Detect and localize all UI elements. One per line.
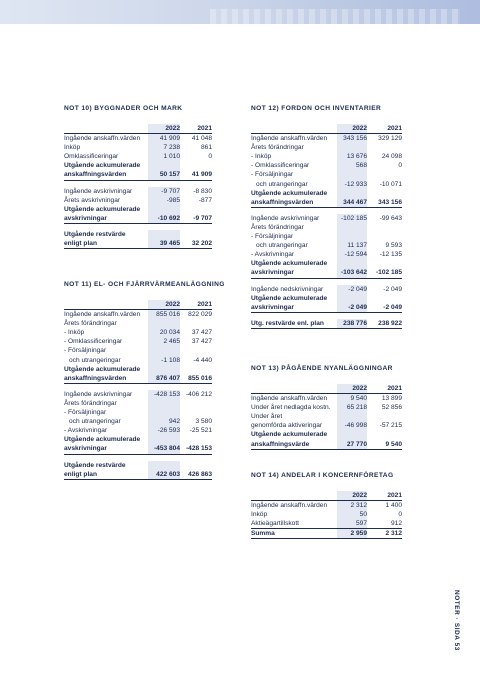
year-header: 2022 [148, 124, 180, 134]
row-label: Årets förändringar [64, 399, 117, 407]
note-13-ongoing-installations [251, 365, 402, 450]
note-table [64, 124, 212, 249]
note-table [251, 124, 402, 329]
empty-cell [64, 300, 148, 310]
note-table [251, 384, 402, 450]
note-11-el-and-heating-plant [64, 281, 225, 480]
row-label: Ingående avskrivningar [64, 390, 133, 398]
row-label: Ingående nedskrivningar [251, 285, 324, 293]
table-row [64, 310, 212, 320]
value-2021: -10 071 [379, 180, 402, 188]
row-label: enligt plan [64, 239, 148, 249]
value-2021: -2 049 [383, 285, 402, 293]
row-label: Utgående ackumulerade [64, 205, 141, 213]
table-row [251, 285, 402, 294]
row-label: Årets avskrivningar [64, 196, 121, 204]
value-2021: 1 400 [385, 502, 402, 510]
table-row [64, 426, 212, 435]
value-2022 [337, 223, 367, 232]
value-2021 [367, 143, 402, 152]
value-2022: -103 642 [337, 268, 367, 278]
row-label: och utrangeringar [69, 356, 121, 364]
row-label: Inköp [251, 511, 268, 519]
row-label: Utgående ackumulerade [251, 260, 328, 268]
table-row [64, 461, 212, 470]
value-2022: 344 467 [337, 198, 367, 208]
row-label: - Avskrivningar [251, 251, 295, 259]
value-2021 [367, 294, 402, 303]
row-label: - Avskrivningar [64, 427, 108, 435]
value-2021: 41 909 [180, 170, 212, 180]
row-label: Utgående restvärde [64, 461, 126, 469]
value-2021: -99 643 [379, 214, 402, 222]
table-row [251, 421, 402, 430]
value-2021 [367, 189, 402, 198]
table-row [64, 319, 212, 328]
table-row [251, 223, 402, 232]
value-2021: 861 [200, 144, 212, 152]
value-2021: 37 427 [191, 338, 212, 346]
table-row [251, 303, 402, 313]
row-label: genomförda aktiveringar [251, 422, 323, 430]
note-table [64, 300, 212, 480]
value-2021: 9 593 [385, 242, 402, 250]
value-2021: 0 [208, 153, 212, 161]
row-label: Utgående ackumulerade [251, 431, 328, 439]
value-2021 [180, 205, 212, 214]
value-2022: 1 010 [148, 152, 180, 161]
value-2021: -25 521 [189, 427, 212, 435]
value-2021: 13 899 [381, 395, 402, 403]
row-label: Inköp [64, 144, 81, 152]
row-label: Utgående ackumulerade [251, 189, 328, 197]
row-label: Ingående anskaffn.värden [251, 135, 328, 143]
value-2022 [148, 365, 180, 374]
row-label: - Försäljningar [64, 409, 107, 417]
value-2022: -10 692 [148, 214, 180, 224]
note-14-shares-in-group-companies [251, 472, 402, 539]
value-2022: 2 465 [148, 337, 180, 346]
row-label: - Försäljningar [64, 347, 107, 355]
row-label: Utgående ackumulerade [64, 365, 141, 373]
value-2022: 876 407 [148, 374, 180, 384]
year-header-row [64, 124, 212, 134]
empty-cell [251, 124, 337, 134]
row-label: och utrangeringar [256, 242, 308, 250]
table-row [64, 337, 212, 346]
row-label: enligt plan [64, 470, 148, 480]
row-label: - Försäljningar [251, 171, 294, 179]
value-2022: 11 137 [337, 241, 367, 250]
value-2021: -877 [198, 196, 212, 204]
note-10-buildings-and-land [64, 105, 212, 249]
value-2021: 912 [390, 520, 402, 528]
table-row [251, 198, 402, 208]
row-label: Utgående ackumulerade [64, 162, 141, 170]
table-row [251, 394, 402, 404]
value-2021: 343 156 [367, 198, 402, 208]
row-label: - Omklassificeringar [64, 338, 123, 346]
value-2022 [148, 399, 180, 408]
row-label: Omklassificeringar [64, 153, 119, 161]
table-row [251, 319, 402, 329]
value-2021 [180, 399, 212, 408]
note-title: NOT 12) FORDON OCH INVENTARIER [251, 105, 382, 112]
table-row [251, 510, 402, 519]
value-2022: -985 [148, 196, 180, 205]
table-row [251, 529, 402, 539]
value-2021: 238 922 [367, 319, 402, 329]
year-header: 2021 [367, 124, 402, 134]
table-row [251, 180, 402, 189]
value-2022: 27 770 [337, 440, 367, 450]
year-header: 2022 [337, 384, 367, 394]
value-2022: -453 804 [148, 444, 180, 454]
row-label: och utrangeringar [69, 418, 121, 426]
row-label: avskrivningar [251, 268, 337, 278]
value-2022: -12 933 [337, 180, 367, 189]
year-header-row [251, 491, 402, 501]
table-row [251, 519, 402, 529]
value-2021: 52 856 [381, 404, 402, 412]
value-2021: 3 580 [195, 418, 212, 426]
year-header: 2022 [337, 124, 367, 134]
table-row [64, 390, 212, 399]
row-label: Årets förändringar [251, 144, 304, 152]
table-row [64, 205, 212, 214]
year-header: 2022 [337, 491, 367, 501]
row-label: Årets förändringar [64, 320, 117, 328]
table-row [64, 356, 212, 365]
value-2021 [367, 232, 402, 241]
table-row [251, 259, 402, 268]
note-table [251, 491, 402, 539]
table-row [64, 161, 212, 170]
value-2021: 329 129 [378, 135, 402, 143]
value-2021: -57 215 [379, 422, 402, 430]
table-row [64, 170, 212, 180]
note-title: NOT 14) ANDELAR I KONCERNFÖRETAG [251, 472, 394, 479]
empty-cell [251, 384, 337, 394]
table-row [64, 214, 212, 224]
row-label: Årets förändringar [251, 223, 304, 231]
value-2021: 32 202 [180, 239, 212, 249]
table-row [64, 134, 212, 144]
value-2022 [337, 294, 367, 303]
value-2022 [337, 143, 367, 152]
value-2022: 7 238 [148, 143, 180, 152]
table-row [251, 403, 402, 412]
year-header-row [251, 384, 402, 394]
value-2022: -12 594 [337, 250, 367, 259]
row-label: - Omklassificeringar [251, 162, 310, 170]
empty-cell [251, 491, 337, 501]
row-label: Utg. restvärde enl. plan [251, 319, 337, 329]
value-2022: 568 [337, 161, 367, 170]
value-2022: -428 153 [148, 390, 180, 399]
value-2022: 9 540 [337, 394, 367, 404]
row-label: anskaffningsvärden [64, 170, 148, 180]
value-2022: 50 [337, 510, 367, 519]
table-row [251, 161, 402, 170]
year-header: 2021 [367, 491, 402, 501]
table-row [64, 399, 212, 408]
value-2021 [180, 346, 212, 355]
value-2021 [367, 223, 402, 232]
value-2021 [180, 435, 212, 444]
value-2022 [337, 412, 367, 421]
value-2022 [148, 161, 180, 170]
value-2022 [148, 461, 180, 470]
table-row [64, 470, 212, 480]
value-2021: 41 048 [191, 135, 212, 143]
table-row [64, 444, 212, 454]
table-row [64, 408, 212, 417]
value-2021: -12 135 [379, 251, 402, 259]
page-side-label: NOTER · SIDA 53 [453, 590, 460, 651]
value-2022: 20 034 [148, 328, 180, 337]
row-label: avskrivningar [64, 444, 148, 454]
value-2021: -102 185 [367, 268, 402, 278]
value-2021: 9 540 [367, 440, 402, 450]
row-label: Ingående anskaffn.värden [251, 502, 328, 510]
empty-cell [64, 124, 148, 134]
value-2021 [180, 408, 212, 417]
value-2022 [148, 346, 180, 355]
value-2022: -46 998 [337, 421, 367, 430]
table-row [251, 430, 402, 439]
value-2022: 942 [148, 417, 180, 426]
value-2021: 24 098 [381, 153, 402, 161]
value-2022: -9 707 [148, 187, 180, 196]
table-row [251, 232, 402, 241]
value-2021 [367, 430, 402, 439]
row-label: Utgående restvärde [64, 230, 126, 238]
value-2022 [148, 205, 180, 214]
row-label: Under året [251, 413, 283, 421]
value-2022: 422 603 [148, 470, 180, 480]
value-2022: 13 676 [337, 152, 367, 161]
value-2022: -1 108 [148, 356, 180, 365]
row-label: Aktieägartillskott [251, 520, 300, 528]
table-row [251, 412, 402, 421]
value-2022 [337, 259, 367, 268]
cityscape-image [210, 9, 460, 24]
row-label: avskrivningar [64, 214, 148, 224]
header-banner [0, 0, 480, 24]
value-2022: 238 776 [337, 319, 367, 329]
table-row [64, 230, 212, 239]
year-header: 2022 [148, 300, 180, 310]
row-label: Summa [251, 529, 337, 539]
row-label: Ingående anskaffn.värden [251, 395, 328, 403]
row-label: Ingående anskaffn.värden [64, 135, 141, 143]
table-row [251, 268, 402, 278]
value-2022 [148, 319, 180, 328]
row-label: Ingående anskaffn.värden [64, 311, 141, 319]
table-row [251, 294, 402, 303]
year-header: 2021 [367, 384, 402, 394]
value-2022: 50 157 [148, 170, 180, 180]
row-label: Utgående ackumulerade [251, 294, 328, 302]
value-2021: 822 029 [188, 311, 212, 319]
row-label: - Inköp [64, 329, 85, 337]
value-2021 [180, 319, 212, 328]
value-2022 [337, 430, 367, 439]
table-row [64, 143, 212, 152]
value-2021 [180, 365, 212, 374]
note-title: NOT 13) PÅGÅENDE NYANLÄGGNINGAR [251, 365, 393, 372]
table-row [64, 196, 212, 205]
row-label: Ingående avskrivningar [64, 187, 133, 195]
year-header-row [64, 300, 212, 310]
table-row [251, 214, 402, 223]
value-2021: 0 [398, 162, 402, 170]
value-2022 [148, 408, 180, 417]
row-label: Utgående ackumulerade [64, 436, 141, 444]
value-2022: -2 049 [337, 285, 367, 294]
table-row [64, 365, 212, 374]
table-row [251, 241, 402, 250]
value-2022 [337, 189, 367, 198]
table-row [64, 239, 212, 249]
table-row [64, 328, 212, 337]
table-row [251, 152, 402, 161]
row-label: avskrivningar [251, 303, 337, 313]
value-2021 [180, 161, 212, 170]
value-2021: -406 212 [185, 390, 212, 398]
row-label: Under året nedlagda kostn. [251, 404, 331, 412]
row-label: anskaffningsvärden [251, 198, 337, 208]
row-label: och utrangeringar [256, 180, 308, 188]
table-row [64, 187, 212, 196]
table-row [251, 170, 402, 179]
row-label: anskaffningsvärde [251, 440, 337, 450]
value-2022 [337, 170, 367, 179]
year-header-row [251, 124, 402, 134]
value-2022: 855 016 [148, 310, 180, 320]
table-row [64, 374, 212, 384]
value-2022: 39 465 [148, 239, 180, 249]
note-12-vehicles-and-equipment [251, 105, 402, 329]
value-2022: 597 [337, 519, 367, 529]
row-label: - Försäljningar [251, 233, 294, 241]
year-header: 2021 [180, 300, 212, 310]
table-row [251, 143, 402, 152]
table-row [64, 417, 212, 426]
value-2021 [180, 230, 212, 239]
row-label: Ingående avskrivningar [251, 214, 320, 222]
table-row [251, 440, 402, 450]
value-2022 [337, 232, 367, 241]
value-2021: -9 707 [180, 214, 212, 224]
value-2021 [367, 170, 402, 179]
table-row [251, 501, 402, 511]
value-2021: -8 830 [193, 187, 212, 195]
table-row [64, 152, 212, 161]
value-2022: 2 959 [337, 529, 367, 539]
value-2022 [148, 435, 180, 444]
value-2022 [148, 230, 180, 239]
value-2021: 426 863 [180, 470, 212, 480]
value-2021 [367, 259, 402, 268]
row-label: anskaffningsvärden [64, 374, 148, 384]
value-2022: 2 312 [337, 501, 367, 511]
value-2021 [180, 461, 212, 470]
year-header: 2021 [180, 124, 212, 134]
value-2021: -2 049 [367, 303, 402, 313]
table-row [64, 435, 212, 444]
value-2021 [367, 412, 402, 421]
value-2022: 343 156 [337, 134, 367, 144]
value-2021: 855 016 [180, 374, 212, 384]
value-2022: -102 185 [337, 214, 367, 223]
table-row [251, 134, 402, 144]
table-row [251, 189, 402, 198]
value-2021: -4 440 [193, 356, 212, 364]
table-row [251, 250, 402, 259]
row-label: - Inköp [251, 153, 272, 161]
value-2021: 37 427 [191, 329, 212, 337]
value-2022: -2 049 [337, 303, 367, 313]
value-2021: -428 153 [180, 444, 212, 454]
value-2022: -26 593 [148, 426, 180, 435]
note-title: NOT 10) BYGGNADER OCH MARK [64, 105, 183, 112]
table-row [64, 346, 212, 355]
value-2022: 65 218 [337, 403, 367, 412]
value-2021: 2 312 [367, 529, 402, 539]
value-2022: 41 909 [148, 134, 180, 144]
value-2021: 0 [398, 511, 402, 519]
note-title: NOT 11) EL- OCH FJÄRRVÄRMEANLÄGGNING [64, 281, 225, 288]
